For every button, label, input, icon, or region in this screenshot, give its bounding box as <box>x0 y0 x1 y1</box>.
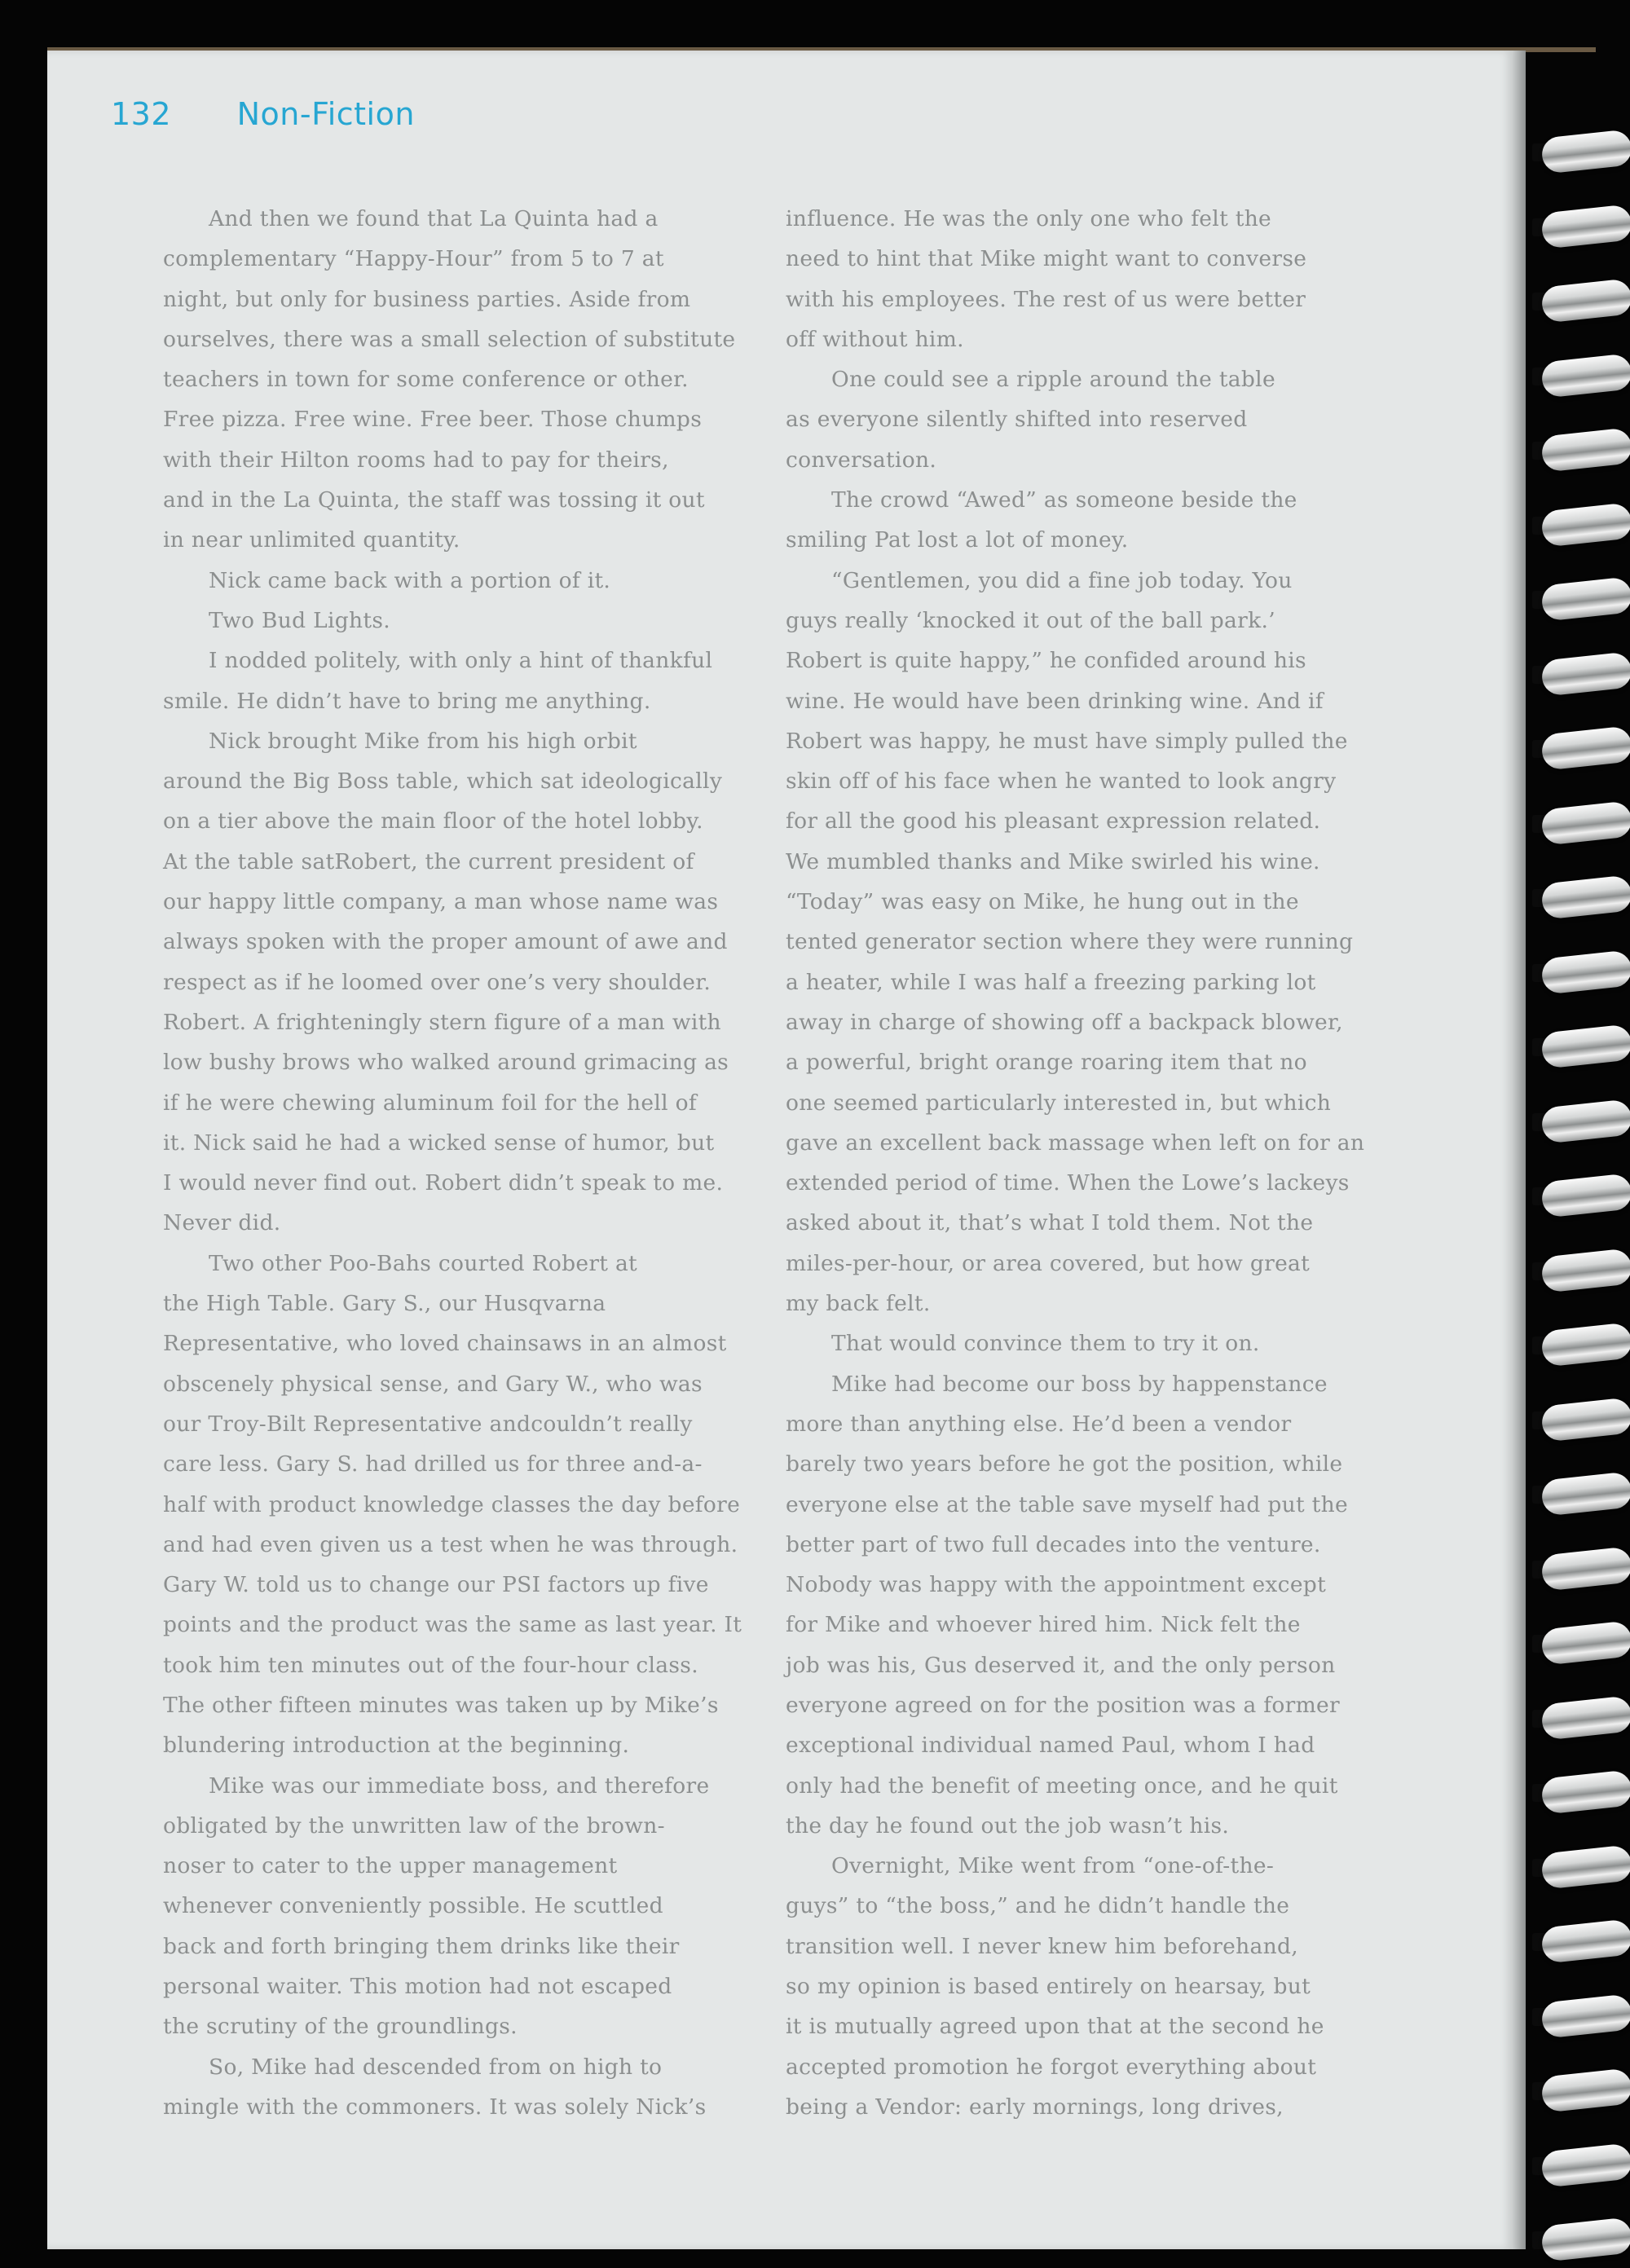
text-line: a heater, while I was half a freezing parking lot <box>786 969 1316 995</box>
spiral-coil <box>1527 1248 1625 1295</box>
spiral-coil <box>1527 1769 1625 1817</box>
spiral-coil <box>1527 427 1625 474</box>
text-line: one seemed particularly interested in, but which <box>786 1090 1332 1116</box>
spiral-coil <box>1527 1993 1625 2041</box>
text-line: mingle with the commoners. It was solely Nick’s <box>163 2094 707 2120</box>
coil-wire <box>1540 1248 1630 1293</box>
spiral-coil <box>1527 1322 1625 1369</box>
coil-wire <box>1540 725 1630 770</box>
text-line: miles-per-hour, or area covered, but how great <box>786 1250 1311 1276</box>
section-title: Non-Fiction <box>236 96 415 132</box>
text-line: Two Bud Lights. <box>209 607 390 633</box>
text-line: night, but only for business parties. Aside from <box>163 286 691 312</box>
text-line: and in the La Quinta, the staff was tossing it out <box>163 487 705 513</box>
text-line: gave an excellent back massage when left on for an <box>786 1130 1365 1156</box>
coil-wire <box>1540 1546 1630 1591</box>
text-line: influence. He was the only one who felt the <box>786 206 1272 231</box>
text-line: “Gentlemen, you did a fine job today. You <box>831 567 1293 593</box>
text-line: always spoken with the proper amount of awe and <box>163 929 728 955</box>
text-line: the day he found out the job wasn’t his. <box>786 1812 1230 1839</box>
coil-wire <box>1540 278 1630 323</box>
text-line: teachers in town for some conference or other. <box>163 367 689 393</box>
text-line: everyone agreed on for the position was a former <box>786 1692 1341 1718</box>
text-line: our Troy-Bilt Representative andcouldn’t really <box>163 1411 693 1437</box>
spiral-coil <box>1527 949 1625 997</box>
text-line: Nick came back with a portion of it. <box>209 567 611 593</box>
text-line: exceptional individual named Paul, whom I had <box>786 1733 1315 1759</box>
text-line: Gary W. told us to change our PSI factors up five <box>163 1572 709 1598</box>
spiral-coil <box>1527 2217 1625 2264</box>
coil-wire <box>1540 353 1630 398</box>
text-line: a powerful, bright orange roaring item that no <box>786 1050 1307 1076</box>
text-line: Robert was happy, he must have simply pulled the <box>786 728 1348 754</box>
spiral-coil <box>1527 1099 1625 1146</box>
coil-wire <box>1540 1322 1630 1367</box>
text-line: skin off of his face when he wanted to look angry <box>786 768 1337 795</box>
coil-wire <box>1540 1099 1630 1143</box>
text-line: personal waiter. This motion had not escaped <box>163 1974 672 2000</box>
text-line: asked about it, that’s what I told them. Not the <box>786 1210 1314 1236</box>
coil-wire <box>1540 1695 1630 1740</box>
text-line: So, Mike had descended from on high to <box>209 2054 663 2080</box>
text-line: blundering introduction at the beginning. <box>163 1733 630 1759</box>
text-line: The crowd “Awed” as someone beside the <box>831 487 1297 513</box>
text-line: smiling Pat lost a lot of money. <box>786 527 1129 553</box>
text-line: And then we found that La Quinta had a <box>209 206 659 231</box>
text-line: job was his, Gus deserved it, and the only person <box>786 1652 1336 1678</box>
coil-wire <box>1540 651 1630 696</box>
text-line: I nodded politely, with only a hint of thankful <box>209 648 713 674</box>
text-line: extended period of time. When the Lowe’s lackeys <box>786 1170 1350 1196</box>
text-line: That would convince them to try it on. <box>831 1331 1260 1357</box>
coil-wire <box>1540 1769 1630 1814</box>
coil-wire <box>1540 949 1630 994</box>
text-line: Two other Poo-Bahs courted Robert at <box>209 1250 638 1276</box>
spiral-coil <box>1527 502 1625 549</box>
spiral-coil <box>1527 1397 1625 1444</box>
coil-wire <box>1540 2068 1630 2112</box>
text-line: Robert. A frighteningly stern figure of a man with <box>163 1009 721 1035</box>
text-line: with their Hilton rooms had to pay for theirs, <box>163 447 669 473</box>
text-line: and had even given us a test when he was through. <box>163 1531 738 1557</box>
text-line: ourselves, there was a small selection of substitute <box>163 326 736 352</box>
text-line: obligated by the unwritten law of the brown- <box>163 1812 665 1839</box>
text-line: accepted promotion he forgot everything about <box>786 2054 1317 2080</box>
text-line: The other fifteen minutes was taken up by Mike’s <box>163 1692 719 1718</box>
coil-wire <box>1540 2217 1630 2261</box>
coil-wire <box>1540 1471 1630 1516</box>
text-line: the High Table. Gary S., our Husqvarna <box>163 1291 606 1317</box>
text-line: smile. He didn’t have to bring me anything. <box>163 688 651 714</box>
text-line: it. Nick said he had a wicked sense of humor, but <box>163 1130 715 1156</box>
text-line: Mike was our immediate boss, and therefore <box>209 1773 710 1799</box>
text-line: complementary “Happy-Hour” from 5 to 7 at <box>163 246 664 272</box>
spiral-coil <box>1527 1844 1625 1891</box>
spiral-coil <box>1527 2068 1625 2115</box>
text-line: with his employees. The rest of us were better <box>786 286 1306 312</box>
coil-wire <box>1540 874 1630 919</box>
coil-wire <box>1540 427 1630 472</box>
text-line: At the table satRobert, the current president of <box>163 848 694 874</box>
text-line: Overnight, Mike went from “one-of-the- <box>831 1853 1275 1879</box>
text-line: respect as if he loomed over one’s very shoulder. <box>163 969 711 995</box>
text-line: “Today” was easy on Mike, he hung out in the <box>786 889 1299 915</box>
text-line: off without him. <box>786 326 964 352</box>
text-line: if he were chewing aluminum foil for the hell of <box>163 1090 697 1116</box>
coil-wire <box>1540 1397 1630 1442</box>
text-line: as everyone silently shifted into reserved <box>786 407 1248 433</box>
text-line: whenever conveniently possible. He scuttled <box>163 1893 663 1919</box>
spiral-coil <box>1527 2142 1625 2190</box>
text-line: for all the good his pleasant expression related. <box>786 808 1321 835</box>
coil-wire <box>1540 1844 1630 1889</box>
coil-wire <box>1540 800 1630 845</box>
coil-wire <box>1540 576 1630 621</box>
page-number: 132 <box>111 96 172 132</box>
coil-wire <box>1540 204 1630 249</box>
spiral-coil <box>1527 725 1625 773</box>
text-line: better part of two full decades into the venture. <box>786 1531 1321 1557</box>
text-line: Nick brought Mike from his high orbit <box>209 728 637 754</box>
spiral-coil <box>1527 1173 1625 1220</box>
text-line: obscenely physical sense, and Gary W., who was <box>163 1371 703 1397</box>
spiral-coil <box>1527 1695 1625 1742</box>
text-line: tented generator section where they were running <box>786 929 1354 955</box>
text-line: around the Big Boss table, which sat ideologically <box>163 768 723 795</box>
left-text-column <box>163 199 758 2127</box>
running-header <box>111 96 415 132</box>
coil-wire <box>1540 1620 1630 1665</box>
text-line: noser to cater to the upper management <box>163 1853 618 1879</box>
spiral-coil <box>1527 278 1625 325</box>
coil-wire <box>1540 2142 1630 2187</box>
spiral-coil <box>1527 1546 1625 1593</box>
spiral-coil <box>1527 129 1625 176</box>
spiral-coil <box>1527 1918 1625 1966</box>
text-line: I would never find out. Robert didn’t speak to me. <box>163 1170 724 1196</box>
coil-wire <box>1540 1918 1630 1963</box>
text-line: Free pizza. Free wine. Free beer. Those chumps <box>163 407 703 433</box>
text-line: only had the benefit of meeting once, and he quit <box>786 1773 1338 1799</box>
text-line: in near unlimited quantity. <box>163 527 460 553</box>
spiral-coil <box>1527 1471 1625 1518</box>
coil-wire <box>1540 502 1630 547</box>
text-line: half with product knowledge classes the day before <box>163 1491 741 1517</box>
text-line: transition well. I never knew him beforehand, <box>786 1933 1298 1959</box>
spiral-coil <box>1527 576 1625 623</box>
text-line: it is mutually agreed upon that at the second he <box>786 2014 1324 2040</box>
text-line: the scrutiny of the groundlings. <box>163 2014 518 2040</box>
text-line: One could see a ripple around the table <box>831 367 1275 393</box>
text-line: points and the product was the same as last year. It <box>163 1612 742 1638</box>
text-line: care less. Gary S. had drilled us for three and-a- <box>163 1451 703 1478</box>
text-line: conversation. <box>786 447 937 473</box>
text-line: need to hint that Mike might want to converse <box>786 246 1307 272</box>
text-line: our happy little company, a man whose name was <box>163 889 719 915</box>
text-line: took him ten minutes out of the four-hour class. <box>163 1652 698 1678</box>
text-line: back and forth bringing them drinks like their <box>163 1933 680 1959</box>
text-line: We mumbled thanks and Mike swirled his wine. <box>786 848 1320 874</box>
text-line: wine. He would have been drinking wine. And if <box>786 688 1324 714</box>
text-line: everyone else at the table save myself had put the <box>786 1491 1348 1517</box>
spiral-coil <box>1527 1620 1625 1667</box>
spiral-coil <box>1527 800 1625 848</box>
spiral-coil <box>1527 874 1625 922</box>
coil-wire <box>1540 1024 1630 1068</box>
text-line: Mike had become our boss by happenstance <box>831 1371 1328 1397</box>
text-line: low bushy brows who walked around grimacing as <box>163 1050 729 1076</box>
text-line: more than anything else. He’d been a vendor <box>786 1411 1292 1437</box>
spiral-coil <box>1527 353 1625 400</box>
spiral-coil <box>1527 1024 1625 1071</box>
right-text-column <box>786 199 1381 2127</box>
text-line: Robert is quite happy,” he confided around his <box>786 648 1306 674</box>
text-line: barely two years before he got the position, while <box>786 1451 1343 1478</box>
text-line: Never did. <box>163 1210 281 1236</box>
text-line: for Mike and whoever hired him. Nick felt the <box>786 1612 1301 1638</box>
coil-wire <box>1540 129 1630 174</box>
coil-wire <box>1540 1993 1630 2038</box>
text-line: my back felt. <box>786 1291 931 1317</box>
text-line: being a Vendor: early mornings, long drives, <box>786 2094 1284 2120</box>
text-line: so my opinion is based entirely on hearsay, but <box>786 1974 1311 2000</box>
text-line: Nobody was happy with the appointment except <box>786 1572 1327 1598</box>
spiral-coil <box>1527 204 1625 251</box>
text-line: Representative, who loved chainsaws in an almost <box>163 1331 727 1357</box>
text-line: away in charge of showing off a backpack blower, <box>786 1009 1343 1035</box>
spiral-coil <box>1527 651 1625 698</box>
text-line: guys really ‘knocked it out of the ball park.’ <box>786 607 1275 633</box>
spiral-binding <box>1516 51 1630 2249</box>
text-line: guys” to “the boss,” and he didn’t handle the <box>786 1893 1290 1919</box>
text-line: on a tier above the main floor of the hotel lobby. <box>163 808 703 835</box>
coil-wire <box>1540 1173 1630 1218</box>
